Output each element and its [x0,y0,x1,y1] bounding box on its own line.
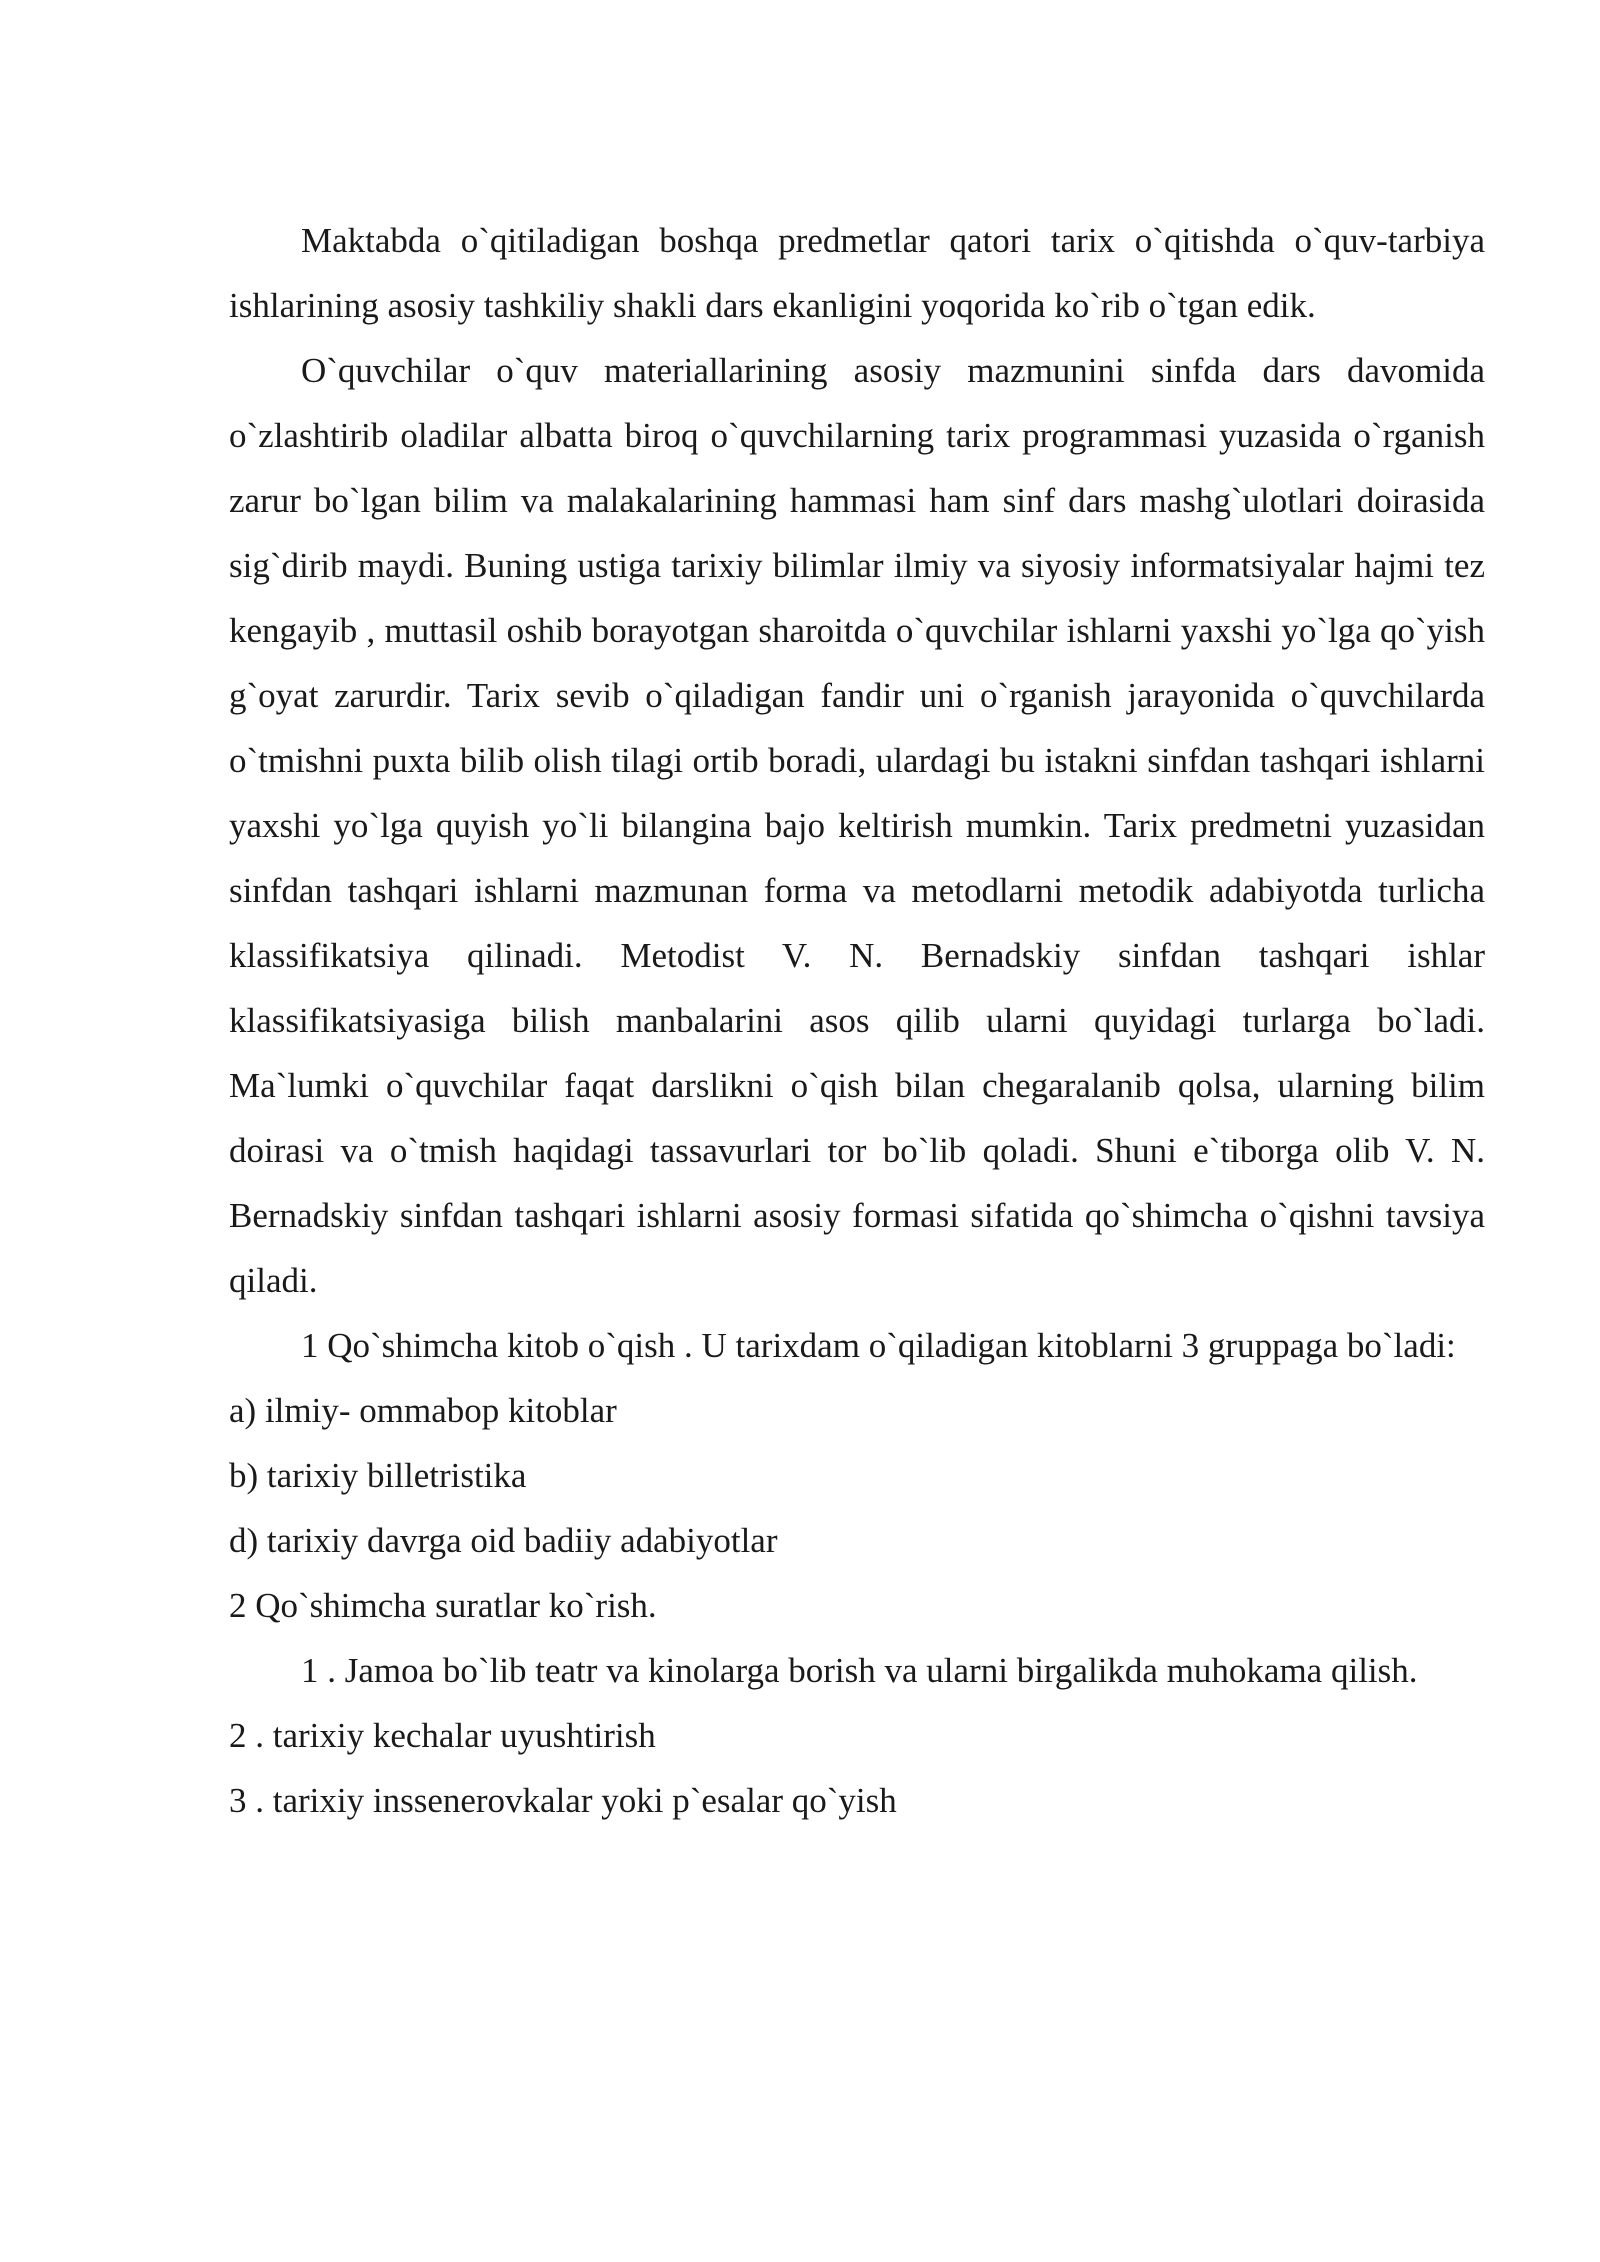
paragraph-book-reading: 1 Qo`shimcha kitob o`qish . U tarixdam o`qiladigan kitoblarni 3 gruppaga bo`ladi: [301,1326,1456,1365]
list-item-plays: 3 . tarixiy inssenerovkalar yoki p`esalar qo`yish [229,1781,897,1820]
paragraph-intro: Maktabda o`qitiladigan boshqa predmetlar qatori tarix o`qitishda o`quv-tarbiya ishlarining asosiy tashkiliy shakli dars ekanligini yoqorida ko`rib o`tgan edik. [229,221,1485,325]
list-item-evenings: 2 . tarixiy kechalar uyushtirish [229,1716,656,1755]
document-body [229,208,1485,1833]
list-item-d: d) tarixiy davrga oid badiiy adabiyotlar [229,1521,778,1560]
list-item-b: b) tarixiy billetristika [229,1456,527,1495]
list-item-a: a) ilmiy- ommabop kitoblar [229,1391,617,1430]
paragraph-main: O`quvchilar o`quv materiallarining asosiy mazmunini sinfda dars davomida o`zlashtirib oladilar albatta biroq o`quvchilarning tarix programmasi yuzasida o`rganish zarur bo`lgan bilim va malakalarining hammasi ham sinf dars mashg`ulotlari doirasida sig`dirib maydi. Buning ustiga tarixiy bilimlar ilmiy va siyosiy informatsiyalar hajmi tez kengayib , muttasil oshib borayotgan sharoitda o`quvchilar ishlarni yaxshi yo`lga qo`yish g`oyat zarurdir. Tarix sevib o`qiladigan fandir uni o`rganish jarayonida o`quvchilarda o`tmishni puxta bilib olish tilagi ortib boradi, ulardagi bu istakni sinfdan tashqari ishlarni yaxshi yo`lga quyish yo`li bilangina bajo keltirish mumkin. Tarix predmetni yuzasidan sinfdan tashqari ishlarni mazmunan forma va metodlarni metodik adabiyotda turlicha klassifikatsiya qilinadi. Metodist V. N. Bernadskiy sinfdan tashqari ishlar klassifikatsiyasiga bilish manbalarini asos qilib ularni quyidagi turlarga bo`ladi. Ma`lumki o`quvchilar faqat darslikni o`qish bilan chegaralanib qolsa, ularning bilim doirasi va o`tmish haqidagi tassavurlari tor bo`lib qoladi. Shuni e`tiborga olib V. N. Bernadskiy sinfdan tashqari ishlarni asosiy formasi sifatida qo`shimcha o`qishni tavsiya qiladi. [229,351,1485,1300]
paragraph-theatre: 1 . Jamoa bo`lib teatr va kinolarga borish va ularni birgalikda muhokama qilish. [301,1651,1418,1690]
list-item-pictures: 2 Qo`shimcha suratlar ko`rish. [229,1586,657,1625]
